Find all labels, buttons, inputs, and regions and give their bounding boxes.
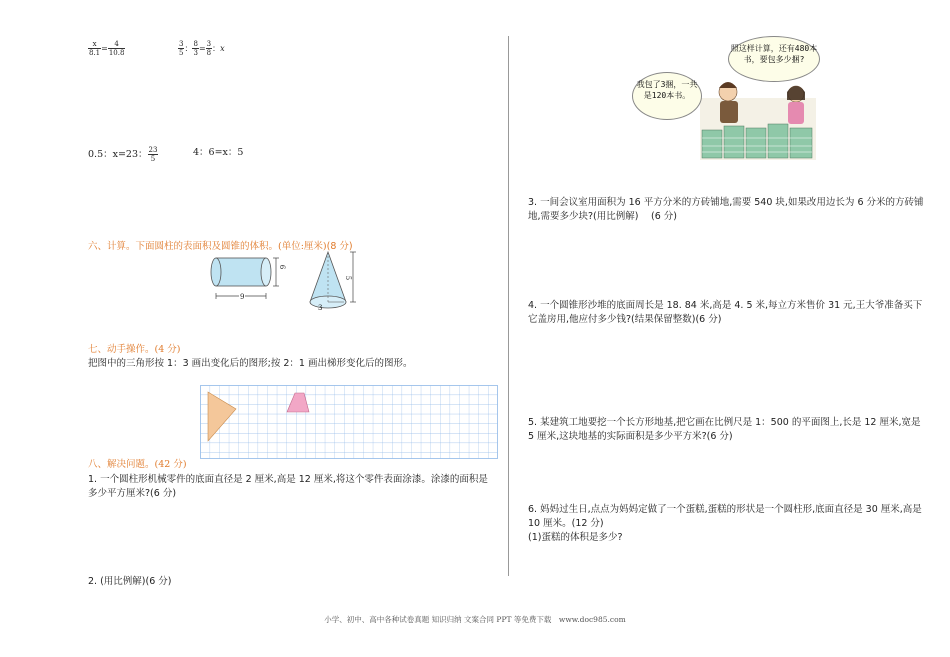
page-footer: 小学、初中、高中各种试卷真题 知识归纳 文案合同 PPT 等免费下载 www.doc985.com xyxy=(324,615,626,624)
cylinder-diameter-label: 9 xyxy=(240,293,245,301)
fraction: $\frac{4}{10.8}$ xyxy=(108,40,125,57)
section-7-instruction: 把图中的三角形按 1：3 画出变化后的图形;按 2：1 画出梯形变化后的图形。 xyxy=(88,358,413,369)
question-3: 3. 一间会议室用面积为 16 平方分米的方砖铺地,需要 540 块,如果改用边长为 6 分米的方砖铺地,需要多少块?(用比例解) (6 分) xyxy=(528,197,924,222)
fraction: $\frac{3}{8}$ xyxy=(206,40,212,57)
fraction: $\frac{3}{5}$ xyxy=(179,40,184,57)
question-6: 6. 妈妈过生日,点点为妈妈定做了一个蛋糕,蛋糕的形状是一个圆柱形,底面直径是 30 厘米,高是 10 厘米。(12 分) xyxy=(528,504,922,529)
cylinder-height-label: 6 xyxy=(278,264,287,270)
section-8-title: 八、解决问题。(42 分) xyxy=(88,459,187,470)
equation-3: 0.5：x=23： $\frac{23}{5}$ xyxy=(88,146,158,163)
equation-4: 4：6=x：5 xyxy=(193,147,244,158)
fraction: $\frac{8}{3}$ xyxy=(193,40,198,57)
question-6-part-1: (1)蛋糕的体积是多少? xyxy=(528,532,623,543)
cone-height-label: 5 xyxy=(344,275,353,281)
section-7-title: 七、动手操作。(4 分) xyxy=(88,344,181,355)
equation-1: $\frac{x}{8.1}$ = $\frac{4}{10.8}$ xyxy=(89,40,125,57)
section-6-title: 六、计算。下面圆柱的表面积及圆锥的体积。(单位:厘米)(8 分) xyxy=(88,241,353,252)
speech-bubble-left: 我包了3捆，一共是120本书。 xyxy=(632,72,702,120)
cylinder-figure xyxy=(210,252,290,308)
cone-radius-label: 3 xyxy=(318,304,323,312)
question-1: 1. 一个圆柱形机械零件的底面直径是 2 厘米,高是 12 厘米,将这个零件表面涂漆。涂漆的面积是多少平方厘米?(6 分) xyxy=(88,474,488,499)
cone-figure xyxy=(302,250,362,316)
drawing-grid xyxy=(200,385,500,460)
column-divider xyxy=(508,36,509,576)
question-4: 4. 一个圆锥形沙堆的底面周长是 18. 84 米,高是 4. 5 米,每立方米售价 31 元,王大爷准备买下它盖房用,他应付多少钱?(结果保留整数)(6 分) xyxy=(528,300,923,325)
speech-bubble-right: 照这样计算，还有480本书，要包多少捆? xyxy=(728,36,820,82)
question-5: 5. 某建筑工地要挖一个长方形地基,把它画在比例尺是 1：500 的平面图上,长是 12 厘米,宽是 5 厘米,这块地基的实际面积是多少平方米?(6 分) xyxy=(528,417,921,442)
question-2: 2. (用比例解)(6 分) xyxy=(88,576,172,587)
fraction: $\frac{x}{8.1}$ xyxy=(89,40,101,57)
equation-2: $\frac{3}{5}$ ： $\frac{8}{3}$ = $\frac{3}{8}$ ：x xyxy=(179,40,225,57)
fraction: $\frac{23}{5}$ xyxy=(148,146,158,163)
